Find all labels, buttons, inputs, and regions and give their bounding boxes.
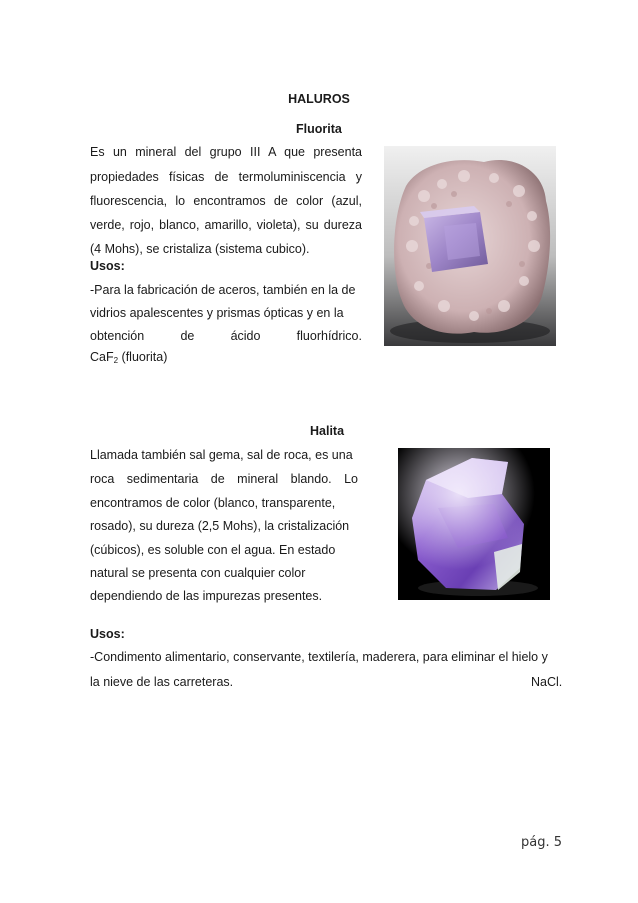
fluorita-usos-text: vidrios apalescentes y prismas ópticas y en la [90, 306, 344, 320]
fluorita-desc-line [90, 169, 362, 185]
fluorita-image [384, 146, 556, 346]
halita-desc-text: natural se presenta con cualquier color [90, 566, 306, 580]
fluorita-last-line [90, 328, 362, 344]
formula-name: (fluorita) [118, 350, 168, 364]
halita-image [398, 448, 550, 600]
halita-desc-text: Llamada también sal gema, sal de roca, es una [90, 448, 353, 462]
halita-usos-line: -Condimento alimentario, conservante, textilería, maderera, para eliminar el hielo y [90, 650, 548, 664]
halita-usos-line [90, 674, 564, 690]
word: de [180, 329, 195, 343]
word: obtención [90, 329, 145, 343]
fluorita-usos-line [90, 282, 355, 298]
fluorita-desc-text: Es un mineral del grupo III A que presenta [90, 145, 362, 159]
formula-base: CaF [90, 350, 114, 364]
fluorita-desc-text: (4 Mohs), se cristaliza (sistema cubico). [90, 242, 310, 256]
halita-desc-line [90, 565, 305, 581]
halita-usos-text: la nieve de las carreteras. [90, 675, 234, 689]
fluorita-desc-line [90, 241, 362, 257]
halita-desc-line [90, 542, 335, 558]
fluorita-title: Fluorita [296, 122, 342, 136]
fluorita-formula [90, 349, 167, 369]
halite-photo-svg [398, 448, 550, 600]
page-number: pág. 5 [520, 835, 562, 850]
halita-desc-line [90, 588, 322, 604]
fluorita-usos-text: -Para la fabricación de aceros, también en la de [90, 283, 356, 297]
halita-title: Halita [310, 424, 345, 438]
fluorita-desc-text: fluorescencia, lo encontramos de color (azul, [90, 194, 362, 208]
section-heading: HALUROS [288, 92, 350, 106]
halita-desc-line [90, 495, 335, 511]
fluorita-usos-label: Usos: [90, 259, 125, 273]
fluorita-desc-text: verde, rojo, blanco, amarillo, violeta), su dureza [90, 218, 362, 232]
halita-desc-text: (cúbicos), es soluble con el agua. En estado [90, 543, 336, 557]
word: ácido [230, 329, 261, 343]
fluorita-desc-text: propiedades físicas de termoluminiscencia y [90, 170, 362, 184]
halita-desc-line [90, 447, 353, 463]
fluorita-desc-line [90, 217, 362, 233]
word: fluorhídrico. [296, 329, 362, 343]
halita-desc-text: dependiendo de las impurezas presentes. [90, 589, 323, 603]
fluorita-desc-line [90, 144, 362, 160]
fluorita-usos-line [90, 305, 344, 321]
fluorite-photo-svg [384, 146, 556, 346]
halita-desc-text: roca sedimentaria de mineral blando. Lo [90, 472, 358, 486]
halita-desc-line [90, 471, 358, 487]
halita-desc-line [90, 518, 349, 534]
halita-desc-text: encontramos de color (blanco, transparente, [90, 496, 336, 510]
formula-subscript: 2 [113, 356, 119, 365]
halita-usos-label: Usos: [90, 627, 125, 641]
fluorita-desc-line [90, 193, 362, 209]
halita-desc-text: rosado), su dureza (2,5 Mohs), la cristalización [90, 519, 350, 533]
halita-formula: NaCl. [531, 675, 563, 689]
